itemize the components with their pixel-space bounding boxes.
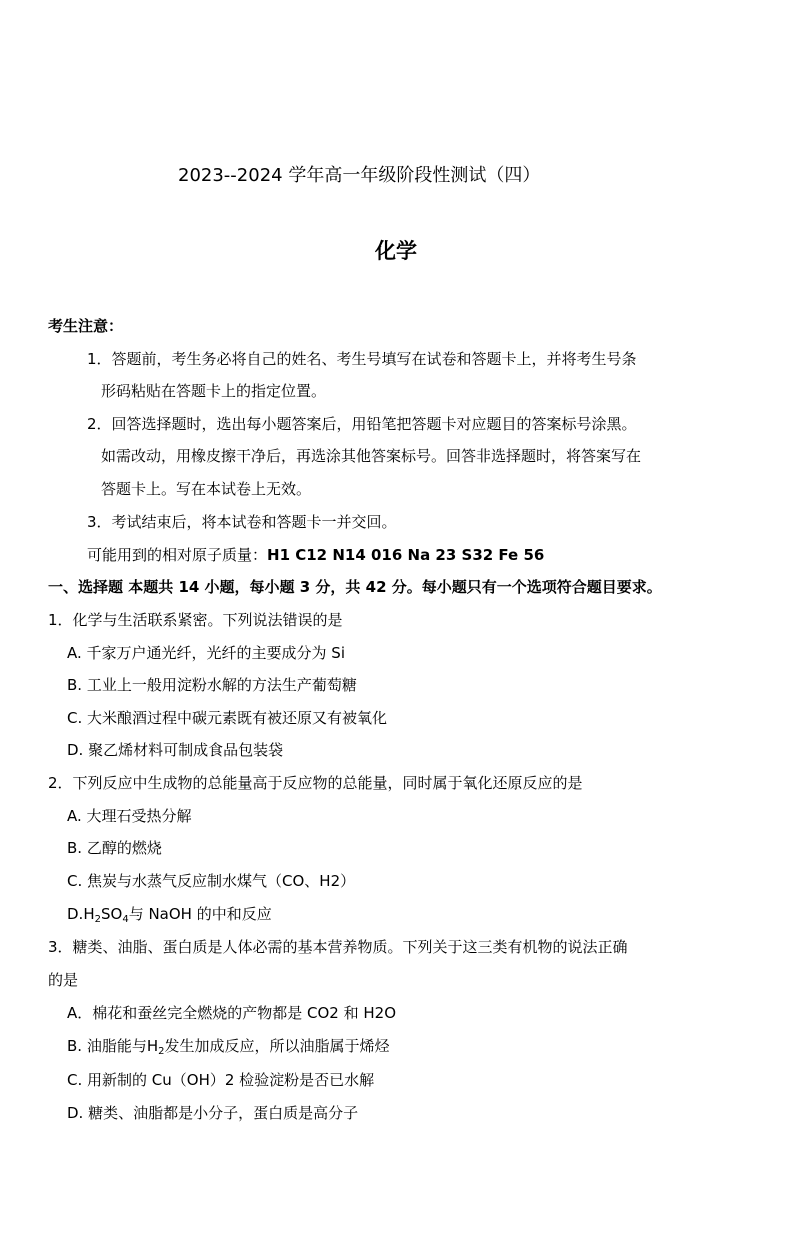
notice-item-1-line-2: 形码粘贴在答题卡上的指定位置。 [101,382,327,400]
question-3-option-d: D. 糖类、油脂都是小分子，蛋白质是高分子 [67,1104,359,1122]
notice-item-1-line-1: 1．答题前，考生务必将自己的姓名、考生号填写在试卷和答题卡上，并将考生号条 [87,350,637,368]
atomic-mass-values: H1 C12 N14 016 Na 23 S32 Fe 56 [267,546,545,564]
exam-title: 2023--2024 学年高一年级阶段性测试（四） [178,165,541,186]
question-3-option-a: A．棉花和蚕丝完全燃烧的产物都是 CO2 和 H2O [67,1004,397,1022]
question-2-option-c: C. 焦炭与水蒸气反应制水煤气（CO、H2） [67,872,356,890]
subject-title: 化学 [375,239,417,263]
notice-item-2-line-1: 2．回答选择题时，选出每小题答案后，用铅笔把答题卡对应题目的答案标号涂黑。 [87,415,637,433]
question-3-stem-line-2: 的是 [48,971,79,989]
question-1-option-c: C. 大米酿酒过程中碳元素既有被还原又有被氧化 [67,709,388,727]
notice-item-2-line-3: 答题卡上。写在本试卷上无效。 [101,480,312,498]
question-2-option-d [67,904,272,924]
atomic-mass-label: 可能用到的相对原子质量： [87,546,268,564]
option-d-suffix: 与 NaOH 的中和反应 [128,905,272,923]
question-2-option-a: A. 大理石受热分解 [67,807,192,825]
notice-item-2-line-2: 如需改动，用橡皮擦干净后，再选涂其他答案标号。回答非选择题时，将答案写在 [101,447,642,465]
atomic-mass-line [87,545,544,565]
question-1-option-a: A. 千家万户通光纤，光纤的主要成分为 Si [67,644,345,662]
subscript: 4 [122,914,129,925]
question-2-stem: 2．下列反应中生成物的总能量高于反应物的总能量，同时属于氧化还原反应的是 [48,774,583,792]
notice-item-3: 3．考试结束后，将本试卷和答题卡一并交回。 [87,513,397,531]
question-1-stem: 1．化学与生活联系紧密。下列说法错误的是 [48,611,343,629]
question-3-option-c: C. 用新制的 Cu（OH）2 检验淀粉是否已水解 [67,1071,375,1089]
option-b-suffix: 发生加成反应，所以油脂属于烯烃 [164,1037,390,1055]
option-b-prefix: B. 油脂能与H [67,1037,159,1055]
section-1-heading: 一、选择题 本题共 14 小题，每小题 3 分，共 42 分。每小题只有一个选项符合题目要求。 [48,578,662,596]
question-1-option-b: B. 工业上一般用淀粉水解的方法生产葡萄糖 [67,676,357,694]
notice-heading: 考生注意： [48,317,124,335]
question-3-option-b [67,1036,390,1056]
question-3-stem-line-1: 3．糖类、油脂、蛋白质是人体必需的基本营养物质。下列关于这三类有机物的说法正确 [48,938,628,956]
question-2-option-b: B. 乙醇的燃烧 [67,839,162,857]
subscript: 2 [158,1046,165,1057]
question-1-option-d: D. 聚乙烯材料可制成食品包装袋 [67,741,284,759]
option-d-mid: SO [100,905,123,923]
subscript: 2 [94,914,101,925]
option-d-prefix: D.H [67,905,95,923]
